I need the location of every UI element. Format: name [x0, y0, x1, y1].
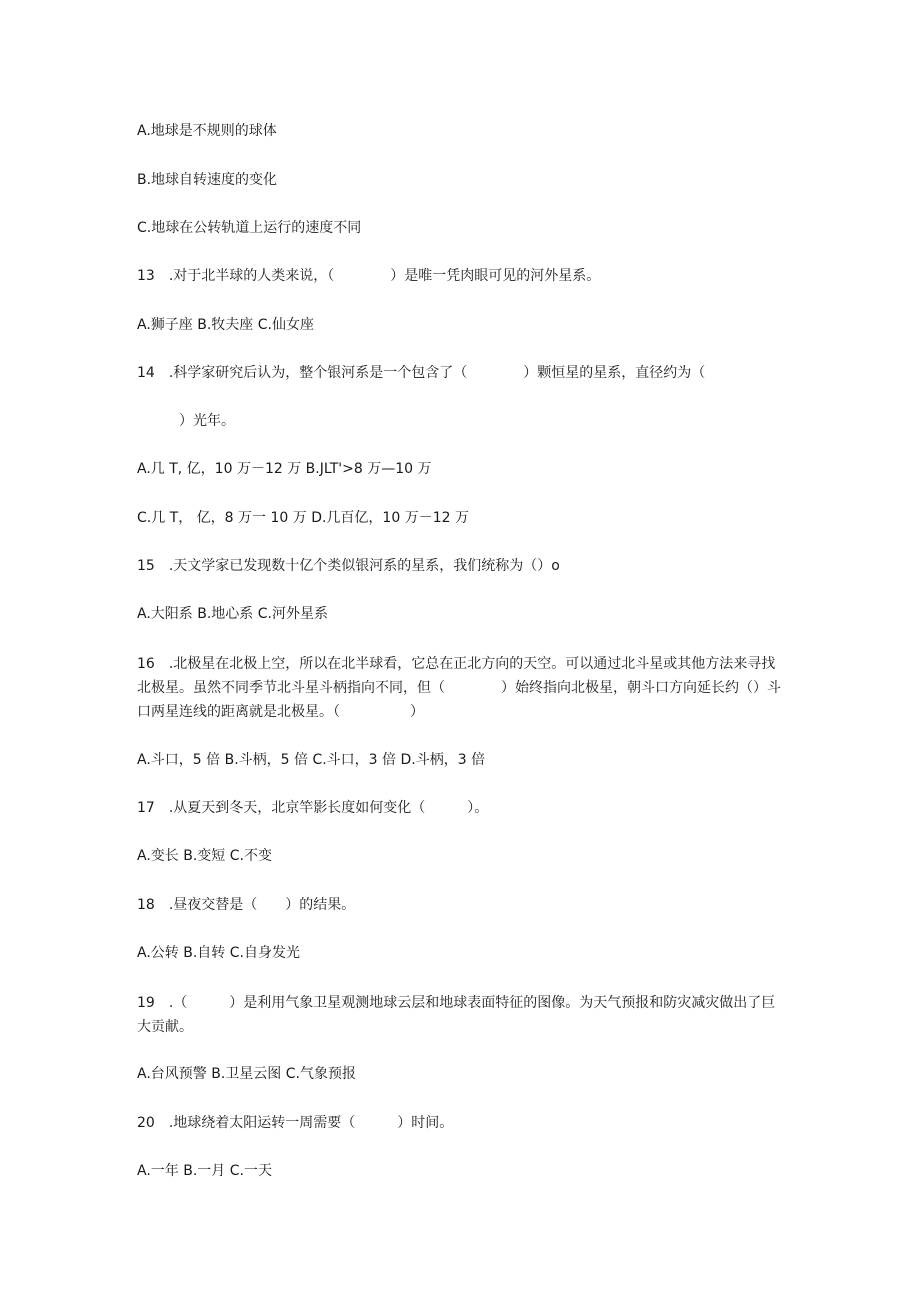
- question-15-options: A.大阳系 B.地心系 C.河外星系: [137, 606, 328, 622]
- question-19-options: A.台风预警 B.卫星云图 C.气象预报: [137, 1066, 356, 1082]
- question-13: 13 .对于北半球的人类来说，（ ）是唯一凭肉眼可见的河外星系。: [137, 268, 601, 284]
- question-15: 15 .天文学家已发现数十亿个类似银河系的星系，我们统称为（）o: [137, 558, 560, 574]
- question-14: 14 .科学家研究后认为，整个银河系是一个包含了（ ）颗恒星的星系，直径约为（: [137, 365, 706, 381]
- option-line: C.地球在公转轨道上运行的速度不同: [137, 220, 362, 236]
- option-line: A.地球是不规则的球体: [137, 123, 277, 139]
- question-18: 18 .昼夜交替是（ ）的结果。: [137, 897, 356, 913]
- question-16-options: A.斗口，5 倍 B.斗柄，5 倍 C.斗口，3 倍 D.斗柄，3 倍: [137, 752, 486, 768]
- question-14-options-a: A.几 T, 亿，10 万－12 万 B.JLT'>8 万—10 万: [137, 461, 432, 477]
- question-18-options: A.公转 B.自转 C.自身发光: [137, 945, 300, 961]
- option-line: B.地球自转速度的变化: [137, 172, 278, 188]
- question-13-options: A.狮子座 B.牧夫座 C.仙女座: [137, 317, 314, 333]
- question-19: 19 .（ ）是利用气象卫星观测地球云层和地球表面特征的图像。为天气预报和防灾减灾做出了巨大贡献。: [137, 995, 776, 1035]
- question-14-options-c: C.几 T， 亿，8 万一 10 万 D.几百亿，10 万－12 万: [137, 510, 469, 526]
- question-20-options: A.一年 B.一月 C.一天: [137, 1163, 272, 1179]
- question-17: 17 .从夏天到冬天，北京竿影长度如何变化（ ）。: [137, 800, 489, 816]
- question-16: 16 .北极星在北极上空，所以在北半球看，它总在正北方向的天空。可以通过北斗星或其他方法来寻找北极星。虽然不同季节北斗星斗柄指向不同，但（ ）始终指向北极星，朝斗口方向延长约（）斗口两星连线的距离就是北极星。（ ）: [137, 656, 781, 720]
- question-20: 20 .地球绕着太阳运转一周需要（ ）时间。: [137, 1115, 454, 1131]
- question-17-options: A.变长 B.变短 C.不变: [137, 848, 272, 864]
- question-14-continued: ）光年。: [137, 413, 235, 429]
